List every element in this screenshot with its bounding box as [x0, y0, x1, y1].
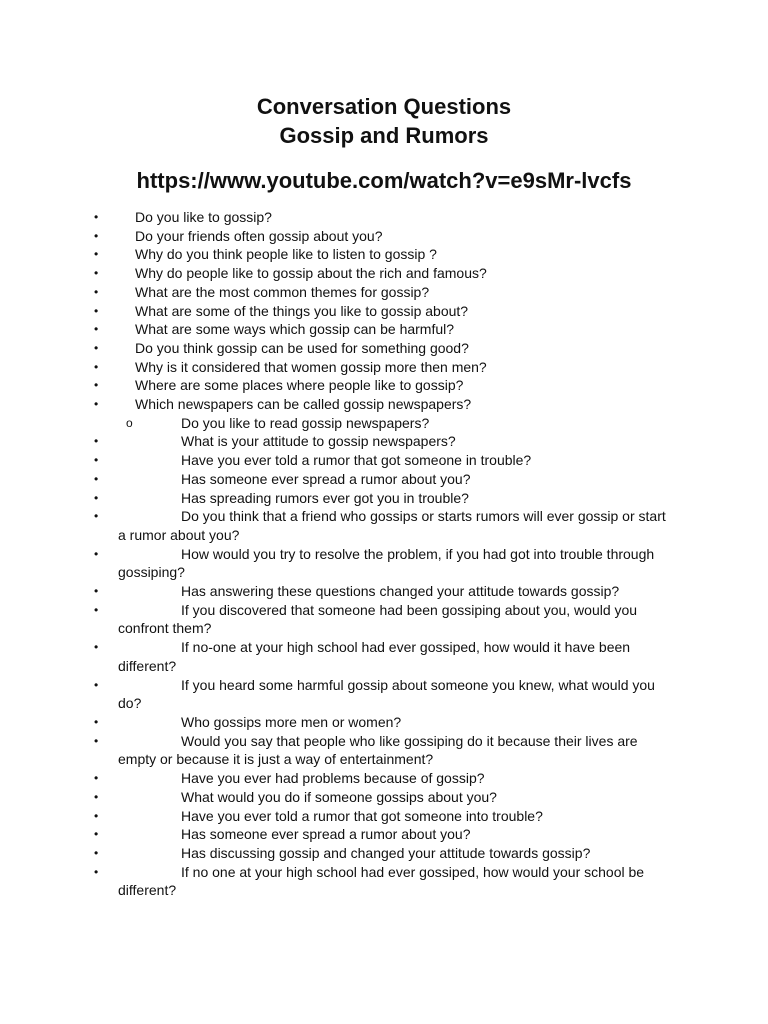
bullet-icon: •: [94, 789, 99, 804]
list-item: [0, 601, 768, 638]
question-text: Why do you think people like to listen to gossip ?: [135, 246, 437, 263]
list-item: [0, 769, 768, 788]
question-text: If you discovered that someone had been gossiping about you, would you confront them?: [118, 601, 638, 637]
bullet-icon: •: [94, 714, 99, 729]
list-item: [0, 264, 768, 283]
question-text: If no-one at your high school had ever gossiped, how would it have been different?: [118, 639, 631, 674]
bullet-icon: •: [94, 640, 99, 655]
list-item: [0, 208, 768, 227]
bullet-icon: •: [94, 677, 99, 692]
bullet-icon: •: [94, 322, 99, 337]
list-item: [0, 320, 768, 339]
list-item: [0, 302, 768, 321]
list-item: [0, 863, 768, 900]
bullet-icon: •: [94, 827, 99, 842]
question-text: Have you ever had problems because of gossip?: [181, 770, 485, 787]
question-text: Has discussing gossip and changed your attitude towards gossip?: [181, 844, 591, 861]
bullet-icon: •: [94, 490, 99, 505]
question-text: What is your attitude to gossip newspapers?: [181, 433, 456, 450]
bullet-icon: •: [94, 247, 99, 262]
question-text: Have you ever told a rumor that got someone in trouble?: [181, 452, 532, 469]
question-text: Would you say that people who like gossiping do it because their lives are empty or because it is just a way of entertainment?: [118, 732, 638, 768]
list-item: [0, 245, 768, 264]
bullet-icon: •: [94, 845, 99, 860]
list-item: [0, 451, 768, 470]
list-item: [0, 358, 768, 377]
bullet-icon: •: [94, 284, 99, 299]
bullet-icon: •: [94, 397, 99, 412]
question-text: How would you try to resolve the problem, if you had got into trouble through gossiping?: [118, 545, 655, 581]
bullet-icon: •: [94, 378, 99, 393]
list-item: [0, 507, 768, 544]
question-text: Has answering these questions changed your attitude towards gossip?: [181, 583, 620, 600]
question-text: Which newspapers can be called gossip newspapers?: [135, 396, 472, 413]
question-text: Do your friends often gossip about you?: [135, 227, 383, 244]
list-item: [0, 807, 768, 826]
list-item: [0, 470, 768, 489]
question-text: Why do people like to gossip about the rich and famous?: [135, 265, 487, 282]
question-text: If no one at your high school had ever gossiped, how would your school be different?: [118, 863, 645, 899]
list-item: [0, 676, 768, 713]
list-item: [0, 283, 768, 302]
bullet-icon: •: [94, 266, 99, 281]
list-item: [0, 732, 768, 769]
question-text: What would you do if someone gossips about you?: [181, 788, 497, 805]
bullet-icon: •: [94, 303, 99, 318]
question-text: What are some of the things you like to gossip about?: [135, 302, 469, 319]
question-text: Do you like to read gossip newspapers?: [181, 414, 430, 431]
list-item: [0, 339, 768, 358]
question-text: Where are some places where people like to gossip?: [135, 377, 464, 394]
document-title: Conversation Questions: [256, 94, 512, 119]
question-text: Have you ever told a rumor that got someone into trouble?: [181, 807, 543, 824]
list-item: [0, 489, 768, 508]
question-text: If you heard some harmful gossip about someone you knew, what would you do?: [118, 676, 655, 712]
list-item: [0, 844, 768, 863]
list-item: [0, 638, 768, 675]
bullet-icon: •: [94, 471, 99, 486]
bullet-icon: •: [94, 771, 99, 786]
question-text: Why is it considered that women gossip more then men?: [135, 358, 487, 375]
list-item: [0, 414, 768, 433]
question-text: Has someone ever spread a rumor about you?: [181, 826, 471, 843]
question-text: Do you think that a friend who gossips or starts rumors will ever gossip or start a rumor about you?: [118, 508, 666, 543]
list-item: [0, 395, 768, 414]
bullet-icon: •: [94, 602, 99, 617]
question-text: Do you think gossip can be used for something good?: [135, 339, 469, 356]
question-text: Do you like to gossip?: [135, 209, 272, 225]
list-item: [0, 376, 768, 395]
list-item: [0, 582, 768, 601]
bullet-icon: •: [94, 434, 99, 449]
list-item: [0, 432, 768, 451]
bullet-icon: •: [94, 808, 99, 823]
bullet-icon: •: [94, 733, 99, 748]
video-url-link[interactable]: https://www.youtube.com/watch?v=e9sMr-lvcfs: [136, 168, 632, 193]
list-item: [0, 825, 768, 844]
question-text: Who gossips more men or women?: [181, 713, 402, 730]
list-item: [0, 227, 768, 246]
document-subtitle: Gossip and Rumors: [279, 123, 489, 148]
bullet-icon: •: [94, 228, 99, 243]
question-text: What are some ways which gossip can be harmful?: [135, 321, 455, 338]
bullet-icon: •: [94, 546, 99, 561]
question-text: Has someone ever spread a rumor about you?: [181, 470, 471, 487]
sub-bullet-icon: o: [126, 415, 133, 430]
bullet-icon: •: [94, 864, 99, 879]
question-text: What are the most common themes for gossip?: [135, 283, 430, 300]
question-text: Has spreading rumors ever got you in trouble?: [181, 489, 469, 506]
bullet-icon: •: [94, 359, 99, 374]
list-item: [0, 788, 768, 807]
bullet-icon: •: [94, 584, 99, 599]
bullet-icon: •: [94, 340, 99, 355]
list-item: [0, 545, 768, 582]
list-item: [0, 713, 768, 732]
bullet-icon: •: [94, 210, 99, 224]
question-list: [0, 208, 768, 900]
bullet-icon: •: [94, 453, 99, 468]
bullet-icon: •: [94, 509, 99, 524]
